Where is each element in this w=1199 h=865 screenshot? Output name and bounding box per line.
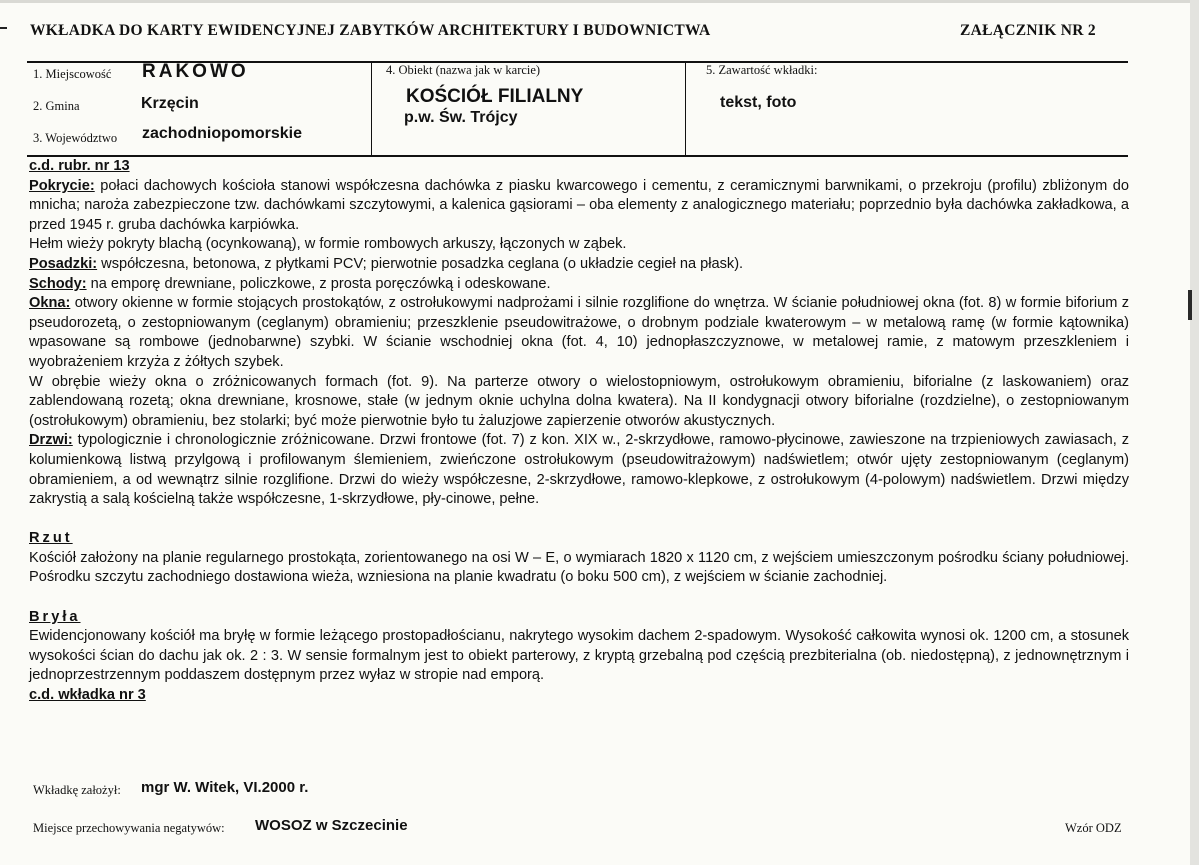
column-divider (371, 61, 372, 156)
form-title: WKŁADKA DO KARTY EWIDENCYJNEJ ZABYTKÓW ARCHITEKTURY I BUDOWNICTWA (30, 22, 711, 39)
mass-heading: Bryła (29, 608, 81, 625)
scan-edge-mark (0, 27, 7, 29)
doors-paragraph (29, 431, 1129, 509)
locality-value: RAKOWO (142, 61, 249, 82)
object-dedication: p.w. Św. Trójcy (404, 109, 518, 126)
commune-label: 2. Gmina (33, 99, 80, 113)
negatives-storage-value: WOSOZ w Szczecinie (255, 817, 408, 834)
roofing-paragraph (29, 177, 1129, 236)
windows-paragraph-2: W obrębie wieży okna o zróżnicowanych formach (fot. 9). Na parterze otwory o wielostopniowym, ostrołukowym obramieniu, biforialne (z laskowaniem) oraz zablendowaną rozetą; okna drewniane, krosnowe, stałe (w jednym oknie uchylna dolna kwatera). Na II kondygnacji otwory biforialne (rozdzielne), o zestopniowanym (ostrołukowym) obramieniu, bez stolarki; być może pierwotnie było tu żaluzjowe zapierzenie otworów akustycznych. (29, 373, 1129, 429)
description-body (29, 157, 1129, 706)
floors-paragraph (29, 255, 1129, 275)
doors-heading: Drzwi: (29, 432, 73, 449)
object-value: KOŚCIÓŁ FILIALNY (406, 86, 584, 107)
commune-value: Krzęcin (141, 95, 199, 112)
voivodeship-label: 3. Województwo (33, 131, 118, 145)
paragraph-gap (29, 588, 1129, 608)
floors-text: współczesna, betonowa, z płytkami PCV; pierwotnie posadzka ceglana (o układzie cegieł na płask). (97, 255, 744, 272)
plan-heading: Rzut (29, 530, 73, 547)
scan-edge-mark (1188, 290, 1192, 320)
voivodeship-value: zachodniopomorskie (142, 125, 303, 142)
doors-text: typologicznie i chronologicznie zróżnicowane. Drzwi frontowe (fot. 7) z kon. XIX w., 2-skrzydłowe, ramowo-płycinowe, zawieszone na trzpieniowych zawiasach, z kolumienkową listwą przylgową i profilowanym ślemieniem, zwieńczone ostrołukowym (pseudowitrażowym) nadświetlem; otwór ujęty zestopniowanym (ceglanym) obramieniem, a od wewnątrz silnie rozglifione. Drzwi do wieży współczesne, 2-skrzydłowe, ramowo-klepkowe, z ostrołukowym (4-polowym) nadświetlem. Drzwi między zakrystią a salą kościelną także współczesne, 1-skrzydłowe, pły-cinowe, pełne. (29, 432, 1129, 508)
created-by-label: Wkładkę założył: (33, 783, 121, 797)
created-by-value: mgr W. Witek, VI.2000 r. (141, 779, 309, 796)
stairs-text: na emporę drewniane, policzkowe, z prosta poręczówką i odeskowane. (86, 275, 551, 292)
continuation-heading: c.d. rubr. nr 13 (29, 158, 130, 174)
negatives-storage-label: Miejsce przechowywania negatywów: (33, 821, 225, 835)
windows-heading: Okna: (29, 295, 71, 312)
annex-label: ZAŁĄCZNIK NR 2 (960, 22, 1096, 39)
roofing-paragraph-2: Hełm wieży pokryty blachą (ocynkowaną), w formie rombowych arkuszy, łączonych w ząbek. (29, 236, 627, 253)
contents-label: 5. Zawartość wkładki: (706, 63, 818, 77)
continued-reference: c.d. wkładka nr 3 (29, 687, 146, 704)
template-label: Wzór ODZ (1065, 821, 1122, 835)
floors-heading: Posadzki: (29, 255, 98, 272)
stairs-paragraph (29, 275, 1129, 295)
contents-value: tekst, foto (720, 94, 797, 111)
roofing-text: połaci dachowych kościoła stanowi współczesna dachówka z piasku kwarcowego i cementu, z ceramicznymi barwnikami, o przekroju (profilu) zbliżonym do mnicha; naroża zabezpieczone tzw. dachówkami szczytowymi, a kalenica gąsiorami – oba elementy z analogicznego materiału; poprzednio była dachówka zakładkowa, a przed 1945 r. gruba dachówka karpiówka. (29, 177, 1129, 233)
roofing-heading: Pokrycie: (29, 177, 95, 194)
plan-paragraph: Kościół założony na planie regularnego prostokąta, zorientowanego na osi W – E, o wymiarach 1820 x 1120 cm, z wejściem umieszczonym pośrodku ściany południowej. Pośrodku szczytu zachodniego dostawiona wieża, wzniesiona na planie kwadratu (o boku 500 cm), z wejściem w ścianie zachodniej. (29, 549, 1129, 586)
mass-paragraph: Ewidencjonowany kościół ma bryłę w formie leżącego prostopadłościanu, nakrytego wysokim dachem 2-spadowym. Wysokość całkowita wynosi ok. 1200 cm, a stosunek wysokości ścian do dachu jak ok. 2 : 3. W sensie formalnym jest to obiekt parterowy, z kryptą grzebalną pod częścią prezbiterialna (ob. niedostępną), z jednownętrznym i jednoprzestrzennym poddaszem dostępnym przez wyłaz w stropie nad emporą. (29, 628, 1129, 684)
stairs-heading: Schody: (29, 275, 87, 292)
scan-right-edge (1190, 0, 1199, 865)
column-divider (685, 61, 686, 156)
windows-paragraph (29, 294, 1129, 372)
paragraph-gap (29, 510, 1129, 530)
locality-label: 1. Miejscowość (33, 67, 112, 81)
scan-top-edge (0, 0, 1199, 3)
windows-text: otwory okienne w formie stojących prostokątów, z ostrołukowymi nadprożami i silnie rozglifione do wnętrza. W ścianie południowej okna (fot. 8) w formie biforium z pseudorozetą, o zestopniowanym (ceglanym) obramieniu; przeszklenie pseudowitrażowe, o drobnym podziale kwaterowym – w metalową ramę (w formie kątownika) wpasowane są rombowe (jednobarwne) szybki. W ścianie wschodniej okna (fot. 4, 10) jednopłaszczyznowe, w metalowej ramie, z matowym przeszkleniem i wyobrażeniem krzyża z żółtych szybek. (29, 295, 1129, 370)
object-label: 4. Obiekt (nazwa jak w karcie) (386, 63, 541, 77)
